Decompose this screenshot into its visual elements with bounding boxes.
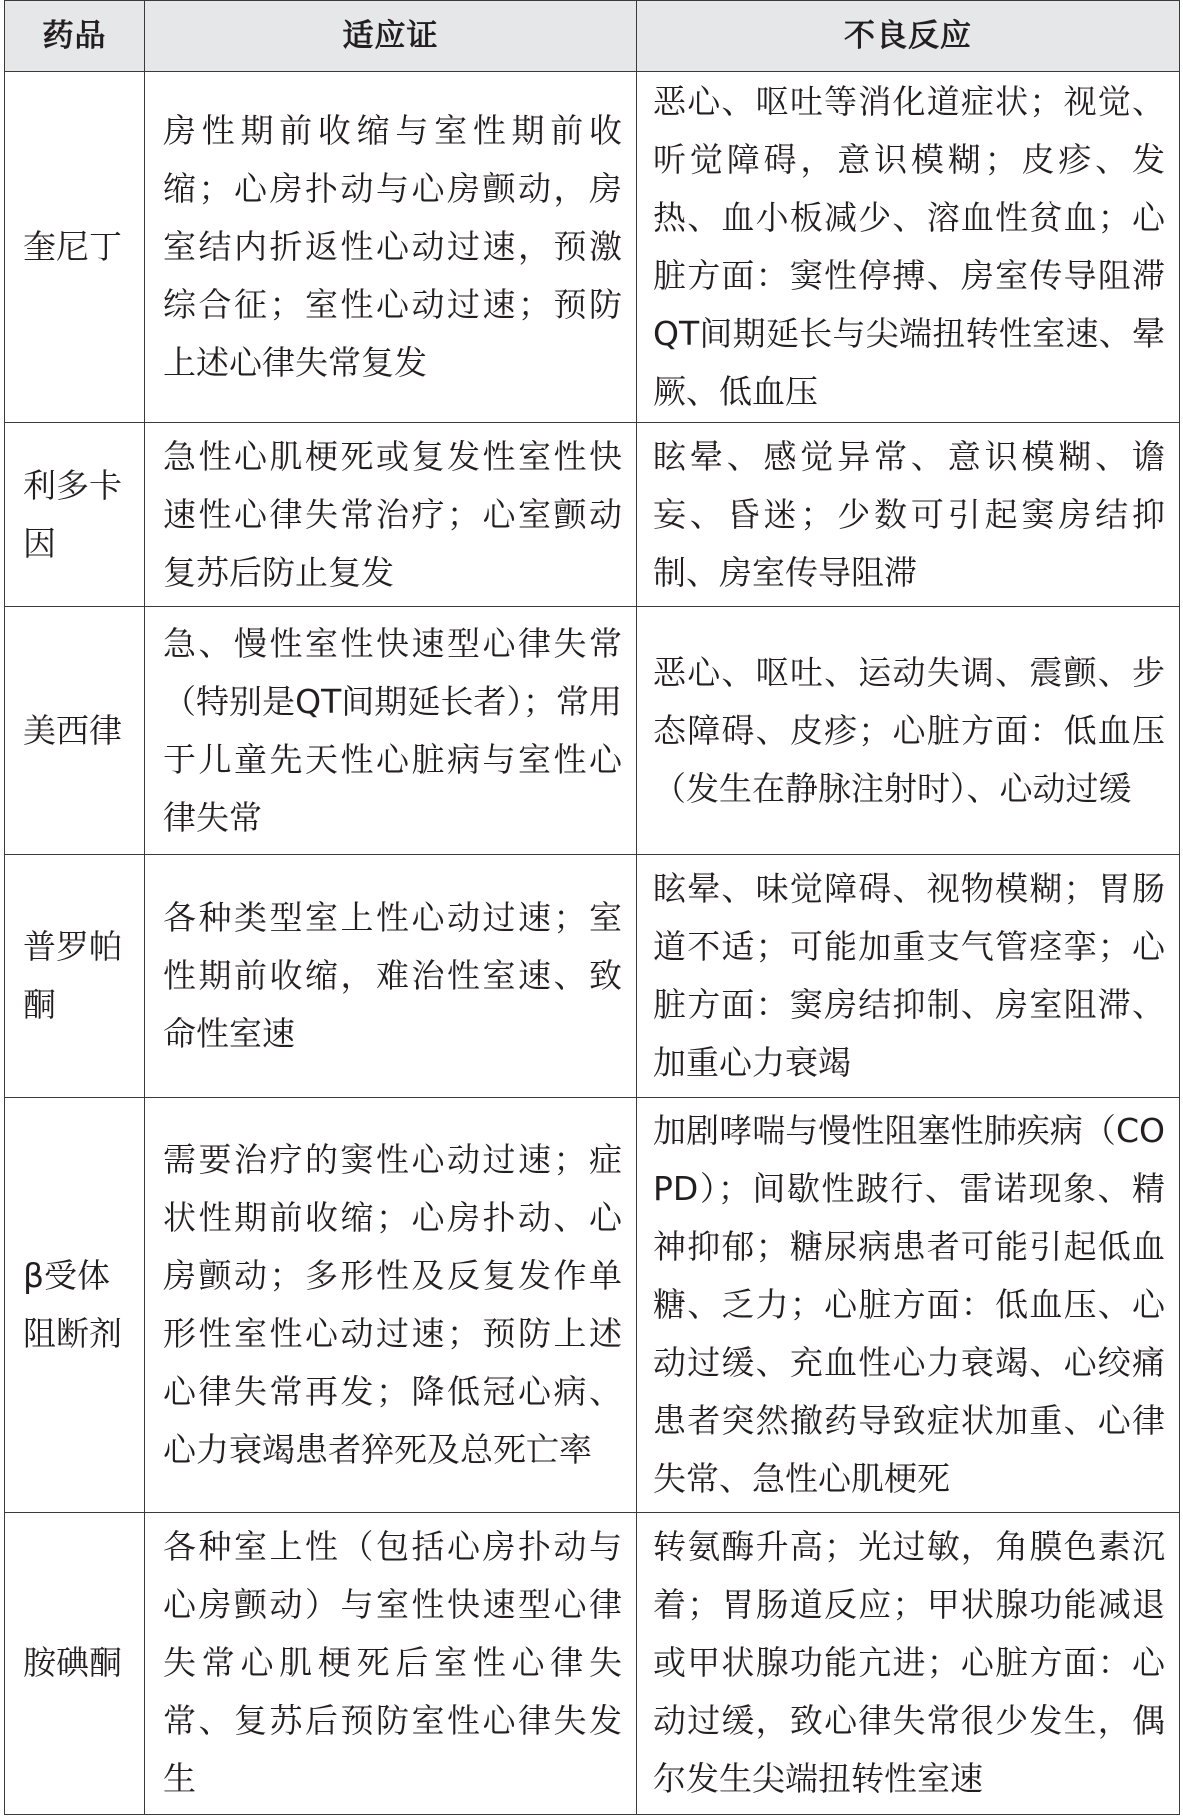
drug-name-cell <box>5 607 145 854</box>
adverse-cell <box>637 607 1180 854</box>
indication-cell <box>145 607 637 854</box>
table-header-row <box>5 1 1180 72</box>
adverse-text: 转氨酶升高；光过敏，角膜色素沉着；胃肠道反应；甲状腺功能减退或甲状腺功能亢进；心脏方面：心动过缓，致心律失常很少发生，偶尔发生尖端扭转性室速 <box>653 1527 1165 1799</box>
drug-name-cell <box>5 422 145 607</box>
drug-name-cell <box>5 72 145 423</box>
header-drug: 药品 <box>5 1 145 72</box>
adverse-text: 眩晕、味觉障碍、视物模糊；胃肠道不适；可能加重支气管痉挛；心脏方面：窦房结抑制、房室阻滞、加重心力衰竭 <box>653 868 1165 1082</box>
drug-name: β受体阻断剂 <box>23 1255 122 1353</box>
adverse-text: 恶心、呕吐、运动失调、震颤、步态障碍、皮疹；心脏方面：低血压（发生在静脉注射时）、心动过缓 <box>653 652 1165 808</box>
table-row <box>5 1097 1180 1512</box>
adverse-cell <box>637 854 1180 1097</box>
adverse-cell <box>637 1097 1180 1512</box>
indication-cell <box>145 1512 637 1814</box>
adverse-cell <box>637 1512 1180 1814</box>
drug-name-cell <box>5 1097 145 1512</box>
indication-cell <box>145 1097 637 1512</box>
drug-name: 奎尼丁 <box>23 226 122 266</box>
antiarrhythmic-drug-table <box>4 0 1180 1815</box>
indication-text: 急性心肌梗死或复发性室性快速性心律失常治疗；心室颤动复苏后防止复发 <box>163 436 622 592</box>
adverse-text: 加剧哮喘与慢性阻塞性肺疾病（COPD）；间歇性跛行、雷诺现象、精神抑郁；糖尿病患者可能引起低血糖、乏力；心脏方面：低血压、心动过缓、充血性心力衰竭、心绞痛患者突然撤药导致症状加重、心律失常、急性心肌梗死 <box>653 1110 1165 1498</box>
drug-name-cell <box>5 1512 145 1814</box>
table-row <box>5 854 1180 1097</box>
header-indication: 适应证 <box>145 1 637 72</box>
drug-name: 利多卡因 <box>23 465 122 563</box>
drug-name: 普罗帕酮 <box>23 926 122 1024</box>
indication-cell <box>145 422 637 607</box>
adverse-cell <box>637 422 1180 607</box>
indication-text: 房性期前收缩与室性期前收缩；心房扑动与心房颤动，房室结内折返性心动过速，预激综合征；室性心动过速；预防上述心律失常复发 <box>163 110 622 382</box>
adverse-text: 恶心、呕吐等消化道症状；视觉、听觉障碍，意识模糊；皮疹、发热、血小板减少、溶血性贫血；心脏方面：窦性停搏、房室传导阻滞QT间期延长与尖端扭转性室速、晕厥、低血压 <box>653 81 1165 411</box>
indication-text: 各种类型室上性心动过速；室性期前收缩，难治性室速、致命性室速 <box>163 897 622 1053</box>
indication-text: 需要治疗的窦性心动过速；症状性期前收缩；心房扑动、心房颤动；多形性及反复发作单形性室性心动过速；预防上述心律失常再发；降低冠心病、心力衰竭患者猝死及总死亡率 <box>163 1139 622 1469</box>
table-row <box>5 607 1180 854</box>
header-adverse-reactions: 不良反应 <box>637 1 1180 72</box>
table-row <box>5 1512 1180 1814</box>
adverse-text: 眩晕、感觉异常、意识模糊、谵妄、昏迷；少数可引起窦房结抑制、房室传导阻滞 <box>653 436 1165 592</box>
table-row <box>5 72 1180 423</box>
indication-text: 各种室上性（包括心房扑动与心房颤动）与室性快速型心律失常心肌梗死后室性心律失常、复苏后预防室性心律失发生 <box>163 1527 622 1799</box>
adverse-cell <box>637 72 1180 423</box>
indication-text: 急、慢性室性快速型心律失常（特别是QT间期延长者）；常用于儿童先天性心脏病与室性心律失常 <box>163 623 622 837</box>
drug-name: 胺碘酮 <box>23 1643 122 1683</box>
indication-cell <box>145 72 637 423</box>
drug-name: 美西律 <box>23 710 122 750</box>
drug-name-cell <box>5 854 145 1097</box>
table-row <box>5 422 1180 607</box>
indication-cell <box>145 854 637 1097</box>
